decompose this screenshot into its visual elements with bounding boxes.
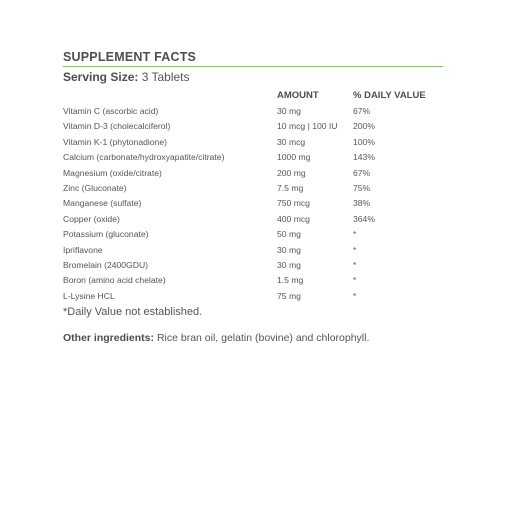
table-row bbox=[63, 166, 443, 181]
nutrient-name: Vitamin D-3 (cholecalciferol) bbox=[63, 121, 171, 132]
header-nutrient bbox=[63, 88, 277, 104]
nutrient-name: L-Lysine HCL bbox=[63, 290, 115, 301]
nutrient-daily-value: 67% bbox=[353, 106, 371, 116]
header-amount: AMOUNT bbox=[277, 90, 319, 101]
table-row bbox=[63, 227, 443, 242]
nutrient-amount: 30 mg bbox=[277, 244, 301, 255]
nutrient-daily-value: 200% bbox=[353, 121, 375, 132]
table-row bbox=[63, 181, 443, 196]
nutrient-name: Vitamin C (ascorbic acid) bbox=[63, 106, 159, 116]
table-row bbox=[63, 135, 443, 150]
supplement-facts-panel bbox=[63, 50, 443, 345]
nutrient-name: Ipriflavone bbox=[63, 244, 103, 255]
table-row bbox=[63, 212, 443, 227]
nutrient-name: Bromelain (2400GDU) bbox=[63, 260, 149, 271]
table-row bbox=[63, 104, 443, 119]
nutrient-name: Calcium (carbonate/hydroxyapatite/citrate) bbox=[63, 152, 225, 163]
nutrient-amount: 30 mcg bbox=[277, 136, 306, 147]
nutrient-amount: 7.5 mg bbox=[277, 183, 304, 194]
other-ingredients-label: Other ingredients: bbox=[63, 332, 155, 345]
table-row bbox=[63, 289, 443, 304]
nutrient-name: Manganese (sulfate) bbox=[63, 198, 142, 209]
nutrient-daily-value: * bbox=[353, 244, 357, 255]
nutrient-amount: 750 mcg bbox=[277, 198, 310, 209]
table-row bbox=[63, 273, 443, 288]
nutrient-amount: 1000 mg bbox=[277, 152, 311, 163]
nutrient-amount: 75 mg bbox=[277, 290, 301, 301]
nutrient-name: Magnesium (oxide/citrate) bbox=[63, 167, 162, 178]
nutrient-table bbox=[63, 88, 443, 304]
nutrient-daily-value: * bbox=[353, 260, 357, 271]
nutrient-name: Copper (oxide) bbox=[63, 213, 120, 224]
nutrient-amount: 1.5 mg bbox=[277, 275, 304, 286]
table-row bbox=[63, 196, 443, 211]
daily-value-footnote: *Daily Value not established. bbox=[63, 306, 203, 319]
nutrient-daily-value: * bbox=[353, 275, 357, 286]
table-row bbox=[63, 243, 443, 258]
nutrient-daily-value: * bbox=[353, 229, 357, 240]
nutrient-amount: 200 mg bbox=[277, 167, 306, 178]
nutrient-name: Potassium (gluconate) bbox=[63, 229, 149, 240]
table-row bbox=[63, 119, 443, 134]
other-ingredients bbox=[63, 331, 443, 345]
nutrient-amount: 50 mg bbox=[277, 229, 301, 240]
table-row bbox=[63, 258, 443, 273]
nutrient-daily-value: 67% bbox=[353, 167, 371, 178]
panel-title: SUPPLEMENT FACTS bbox=[63, 50, 197, 64]
nutrient-amount: 30 mg bbox=[277, 106, 301, 116]
table-row bbox=[63, 150, 443, 165]
nutrient-amount: 30 mg bbox=[277, 260, 301, 271]
nutrient-name: Boron (amino acid chelate) bbox=[63, 275, 166, 286]
serving-size-value: 3 Tablets bbox=[141, 70, 190, 84]
header-daily-value: % DAILY VALUE bbox=[353, 90, 426, 101]
nutrient-name: Vitamin K-1 (phytonadione) bbox=[63, 136, 167, 147]
nutrient-daily-value: 100% bbox=[353, 136, 375, 147]
nutrient-amount: 400 mcg bbox=[277, 213, 310, 224]
nutrient-daily-value: 38% bbox=[353, 198, 371, 209]
title-divider bbox=[63, 66, 443, 67]
other-ingredients-value: Rice bran oil, gelatin (bovine) and chlorophyll. bbox=[156, 332, 370, 345]
nutrient-daily-value: * bbox=[353, 290, 357, 301]
nutrient-daily-value: 75% bbox=[353, 183, 371, 194]
serving-size-label: Serving Size: bbox=[63, 70, 139, 84]
nutrient-amount: 10 mcg | 100 IU bbox=[277, 121, 338, 132]
table-header-row bbox=[63, 88, 443, 104]
nutrient-daily-value: 143% bbox=[353, 152, 375, 163]
nutrient-name: Zinc (Gluconate) bbox=[63, 183, 127, 194]
nutrient-daily-value: 364% bbox=[353, 213, 375, 224]
serving-size bbox=[63, 70, 443, 85]
